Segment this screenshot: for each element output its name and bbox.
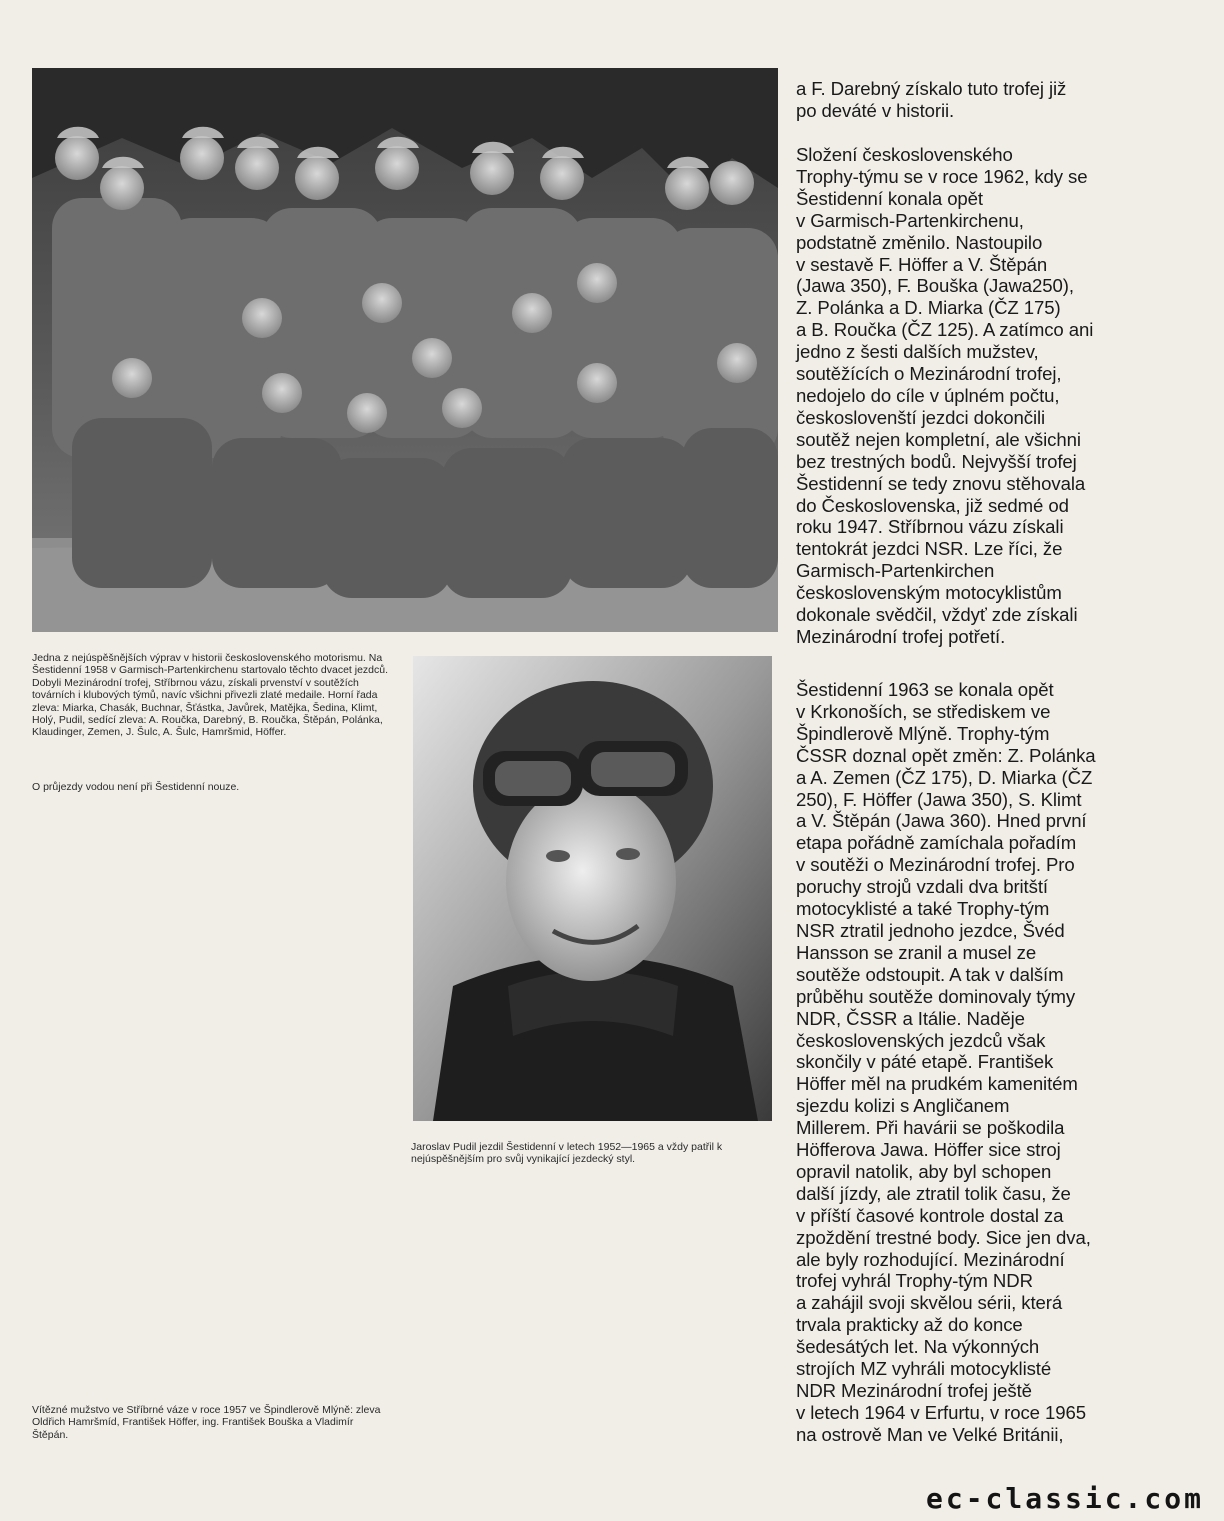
portrait-photo-caption: Jaroslav Pudil jezdil Šestidenní v letech 1952—1965 a vždy patřil k nejúspěšnějším pro svůj vynikající jezdecký styl. <box>411 1141 723 1166</box>
portrait-photo <box>413 656 772 1121</box>
body-paragraph-2 <box>796 144 1168 648</box>
group-photo-caption: Jedna z nejúspěšnějších výprav v historii československého motorismu. Na Šestidenní 1958 v Garmisch-Partenkirchenu startovalo těchto dvacet jezdců. Dobyli Mezinárodní trofej, Stříbrnou vázu, získali prvenství v soutěžích továrních i klubových týmů, navíc všichni přivezli zlaté medaile. Horní řada zleva: Miarka, Chasák, Buchnar, Šťástka, Javůrek, Matějka, Šedina, Klimt, Holý, Pudil, sedící zleva: A. Roučka, Darebný, B. Roučka, Štěpán, Polánka, Klaudinger, Zemen, J. Šulc, A. Šulc, Hamršmid, Höffer. <box>32 652 389 739</box>
watermark: ec-classic.com <box>925 1482 1204 1515</box>
body-paragraph-3-text: Šestidenní 1963 se konala opět v Krkonoších, se střediskem ve Špindlerově Mlýně. Trophy-tým ČSSR doznal opět změn: Z. Polánka a A. Zemen (ČZ 175), D. Miarka (ČZ 250), F. Höffer (Jawa 350), S. Klimt a V. Štěpán (Jawa 360). Hned první etapa pořádně zamíchala pořadím v soutěži o Mezinárodní trofej. Pro poruchy strojů vzdali dva britští motocyklisté a také Trophy-tým NSR ztratil jednoho jezdce, Švéd Hansson se zranil a musel ze soutěže odstoupit. A tak v dalším průběhu soutěže dominovaly týmy NDR, ČSSR a Itálie. Naděje československých jezdců však skončily v páté etapě. František Höffer měl na prudkém kamenitém sjezdu kolizi s Angličanem Millerem. Při havárii se poškodila Höfferova Jawa. Höffer sice stroj opravil natolik, aby byl schopen další jízdy, ale ztratil tolik času, že v příští časové kontrole dostal za zpoždění trestné body. Sice jen dva, ale byly rozhodující. Mezinárodní trofej vyhrál Trophy-tým NDR a zahájil svoji skvělou sérii, která trvala prakticky až do konce šedesátých let. Na výkonných strojích MZ vyhráli motocyklisté NDR Mezinárodní trofej ještě v letech 1964 v Erfurtu, v roce 1965 na ostrově Man ve Velké Británii, <box>796 679 1096 1445</box>
body-paragraph-1 <box>796 78 1168 122</box>
group-photo <box>32 68 778 632</box>
body-paragraph-3 <box>796 679 1168 1446</box>
ford-photo-caption: O průjezdy vodou není při Šestidenní nouze. <box>32 781 240 793</box>
team-photo-caption: Vítězné mužstvo ve Stříbrné váze v roce 1957 ve Špindlerově Mlýně: zleva Oldřich Hamršmíd, František Höffer, ing. František Bouška a Vladimír Štěpán. <box>32 1404 381 1441</box>
body-paragraph-2-text: Složení československého Trophy-týmu se v roce 1962, kdy se Šestidenní konala opět v Garmisch-Partenkirchenu, podstatně změnilo. Nastoupilo v sestavě F. Höffer a V. Štěpán (Jawa 350), F. Bouška (Jawa250), Z. Polánka a D. Miarka (ČZ 175) a B. Roučka (ČZ 125). A zatímco ani jedno z šesti dalších mužstev, soutěžících o Mezinárodní trofej, nedojelo do cíle v úplném počtu, českoslovenští jezdci dokončili soutěž nejen kompletní, ale všichni bez trestných bodů. Nejvyšší trofej Šestidenní se tedy znovu stěhovala do Československa, již sedmé od roku 1947. Stříbrnou vázu získali tentokrát jezdci NSR. Lze říci, že Garmisch-Partenkirchen československým motocyklistům dokonale svědčil, vždyť zde získali Mezinárodní trofej potřetí. <box>796 144 1094 647</box>
body-paragraph-1-text: a F. Darebný získalo tuto trofej již po deváté v historii. <box>796 78 1067 121</box>
group-photo-image <box>32 68 778 632</box>
portrait-photo-image <box>413 656 772 1121</box>
